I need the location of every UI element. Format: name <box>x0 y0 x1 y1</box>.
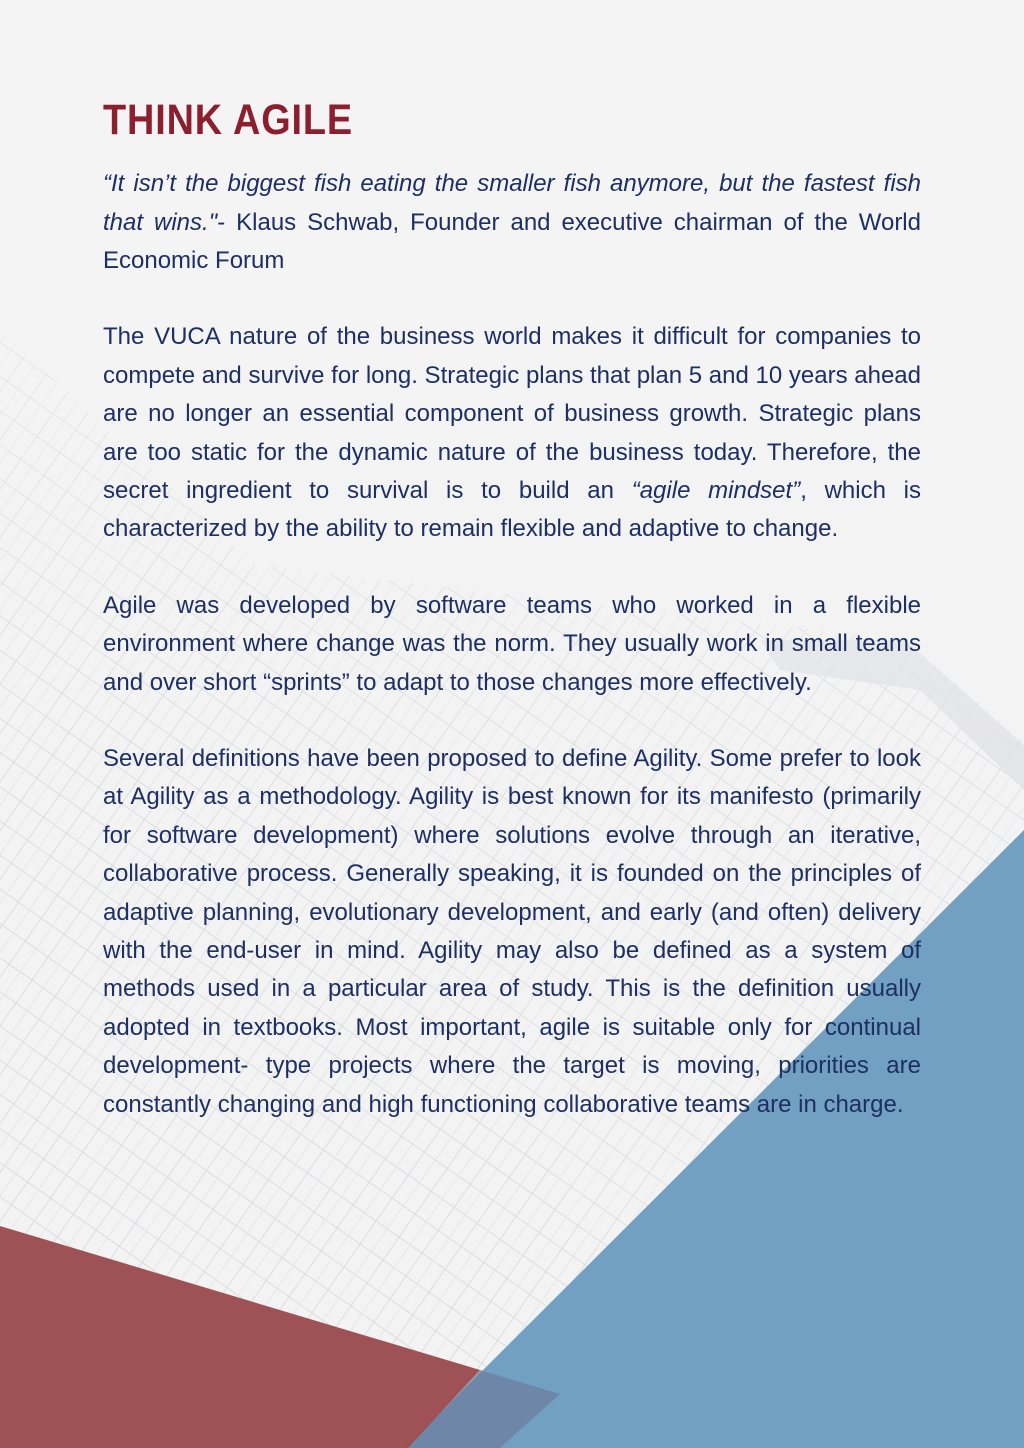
agile-origin-paragraph: Agile was developed by software teams who worked in a flexible environment where change was the norm. They usually work in small teams and over short “sprints” to adapt to those changes more effectively. <box>103 591 921 696</box>
agile-mindset-emphasis: “agile mindset” <box>631 476 801 504</box>
agility-definition-paragraph: Several definitions have been proposed to define Agility. Some prefer to look at Agility as a methodology. Agility is best known for its manifesto (primarily for software development) where solutions evolve through an iterative, collaborative process. Generally speaking, it is founded on the principles of adaptive planning, evolutionary development, and early (and often) delivery with the end-user in mind. Agility may also be defined as a system of methods used in a particular area of study. This is the definition usually adopted in textbooks. Most important, agile is suitable only for continual development- type projects where the target is moving, priorities are constantly changing and high functioning collaborative teams are in charge. <box>103 745 921 1118</box>
page-title: THINK AGILE <box>103 96 354 144</box>
quote-attribution: - Klaus Schwab, Founder and executive chairman of the World Economic Forum <box>103 208 921 274</box>
quote-text: “It isn’t the biggest fish eating the smaller fish anymore, but the fastest fish that wins." <box>103 170 921 236</box>
vuca-text-part-1: The VUCA nature of the business world makes it difficult for companies to compete and survive for long. Strategic plans that plan 5 and 10 years ahead are no longer an essential component of business growth. Strategic plans are too static for the dynamic nature of the business today. Therefore, the secret ingredient to survival is to build an <box>103 323 921 504</box>
quote-paragraph <box>103 165 921 280</box>
article-content <box>103 98 921 1162</box>
vuca-text-part-2: , which is characterized by the ability to remain flexible and adaptive to change. <box>103 476 922 543</box>
vuca-paragraph <box>103 318 921 548</box>
